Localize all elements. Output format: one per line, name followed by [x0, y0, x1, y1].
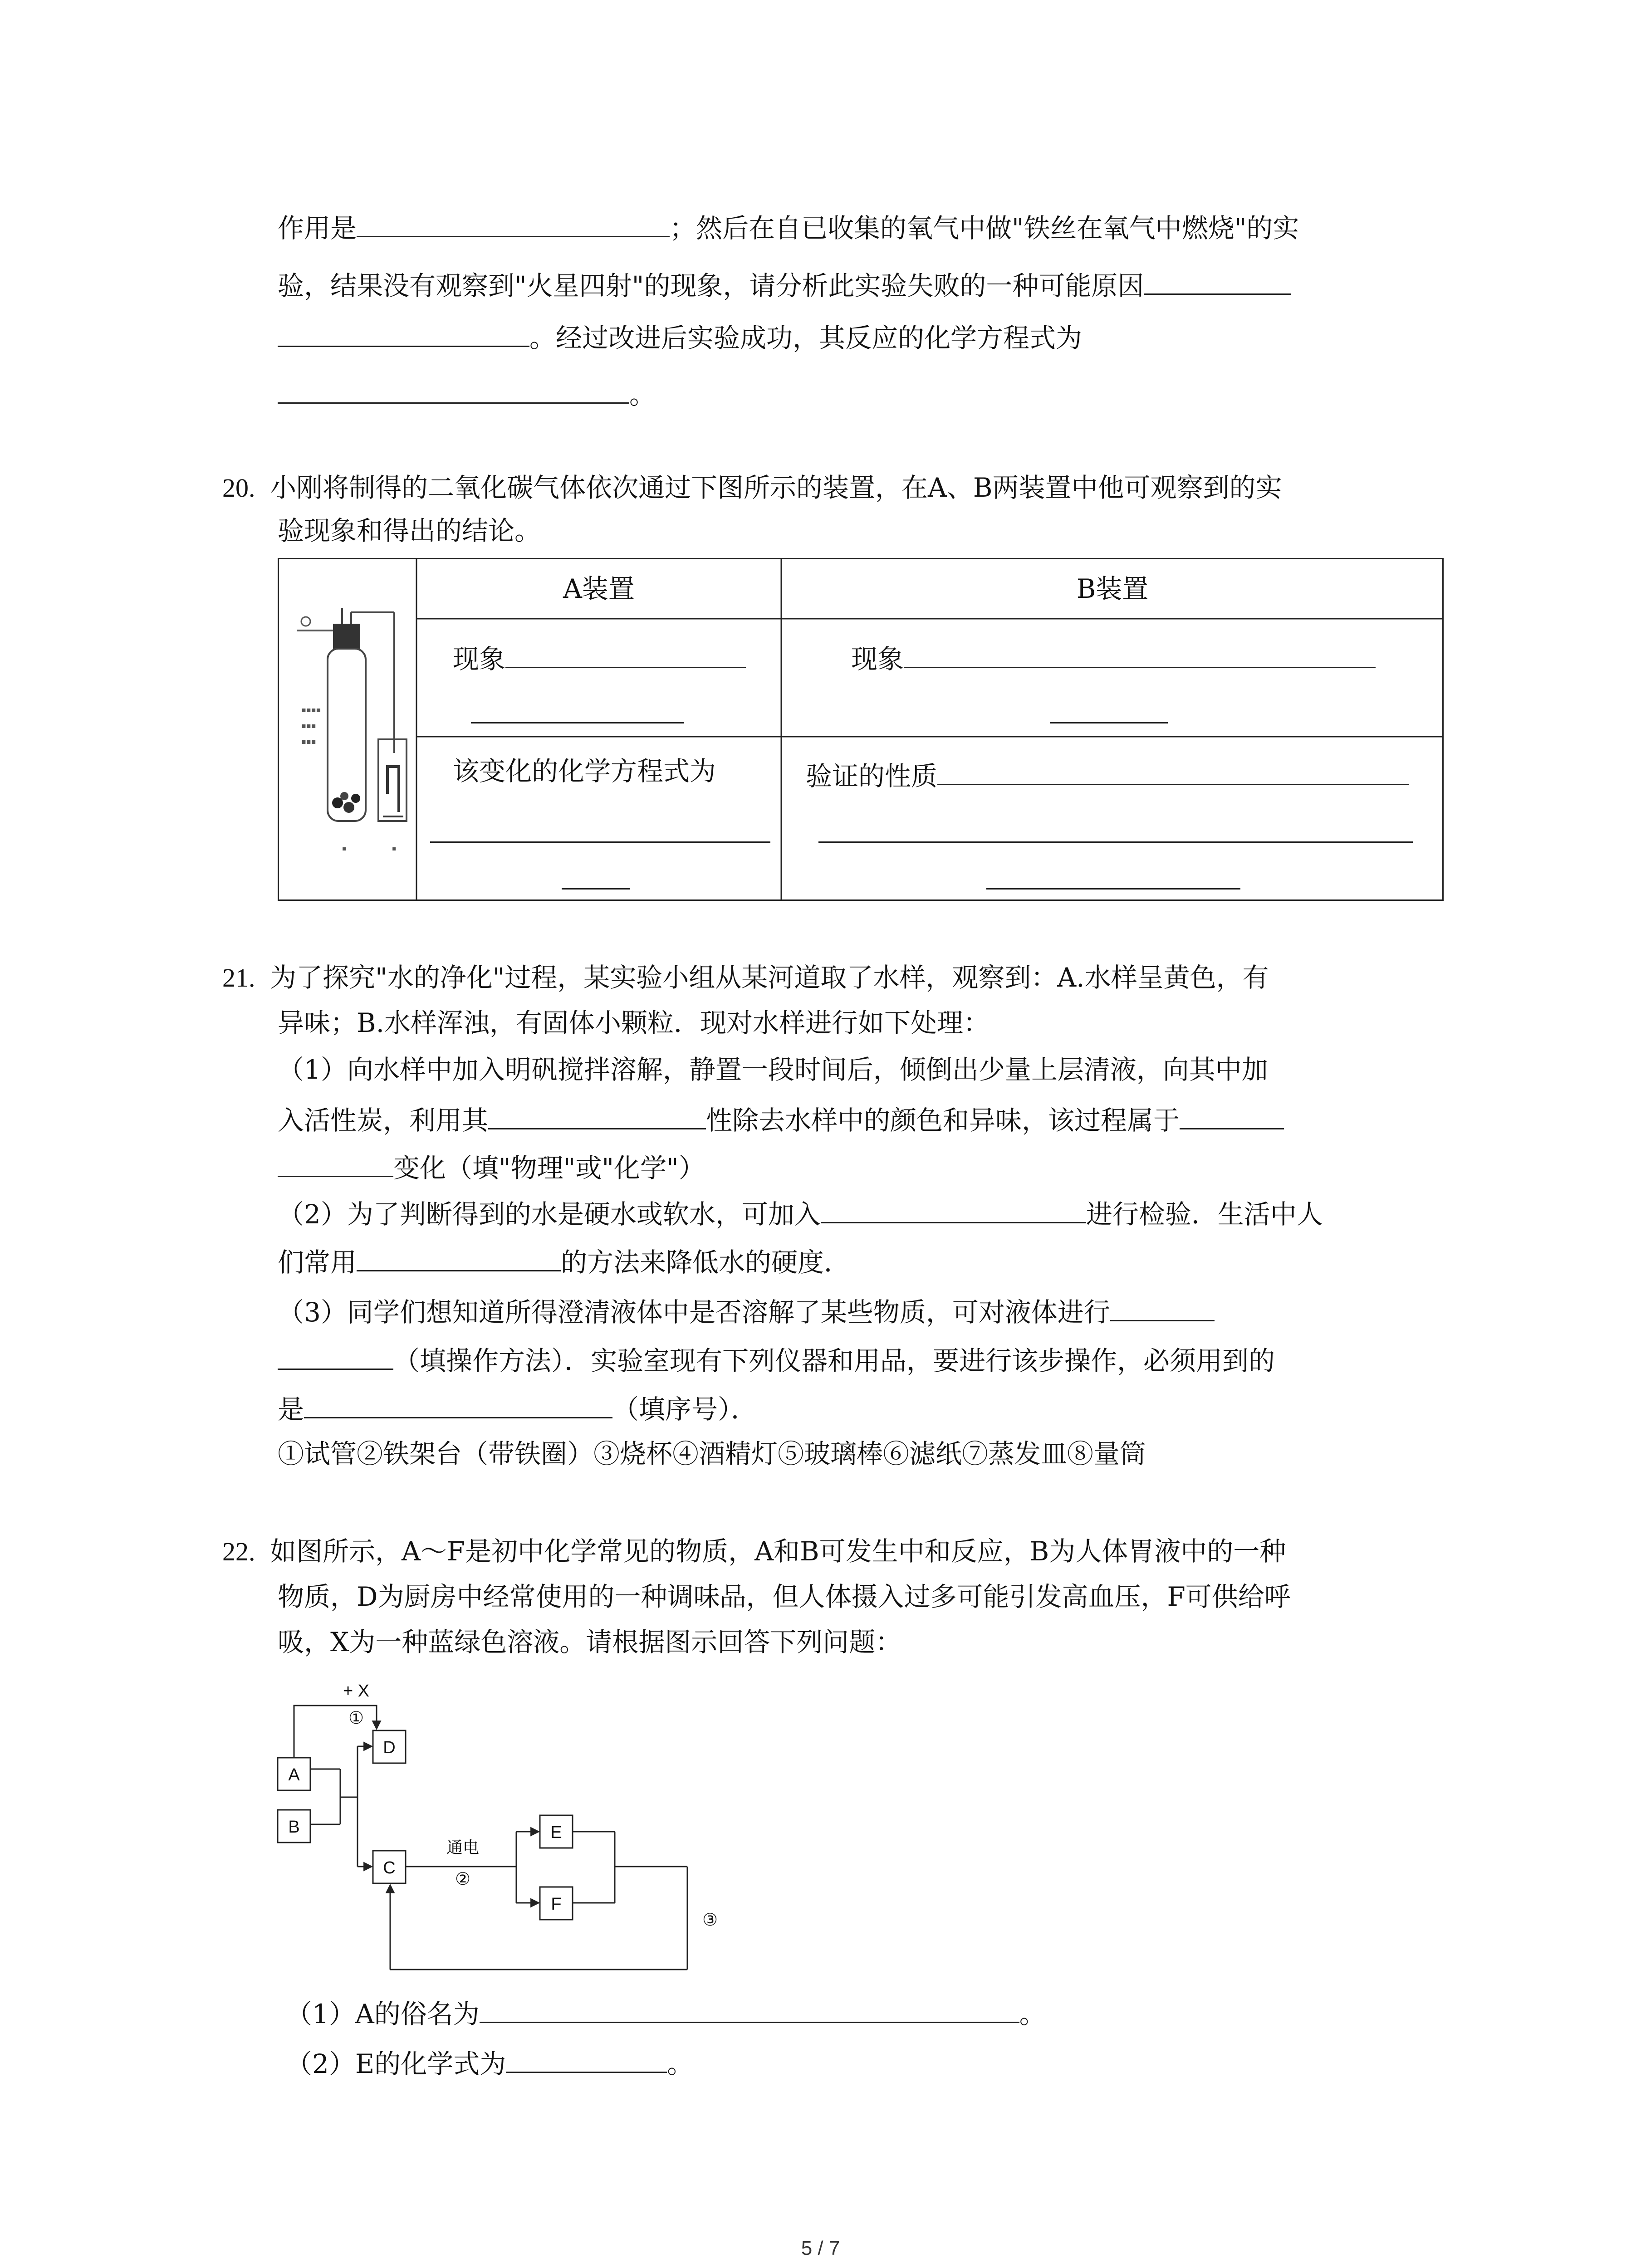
phenomenon-a: 现象 — [453, 639, 746, 677]
box-a-label: A — [288, 1765, 300, 1784]
q21-text: 进行检验．生活中人 — [1086, 1199, 1323, 1230]
q21-options-text: ①试管②铁架台（带铁圈）③烧杯④酒精灯⑤玻璃棒⑥滤纸⑦蒸发皿⑧量筒 — [278, 1438, 1146, 1469]
q22-sub-text: （1）A的俗名为 — [286, 1999, 480, 2029]
answer-blank[interactable] — [430, 841, 770, 843]
step-2-label: ② — [455, 1870, 471, 1889]
box-f-label: F — [551, 1895, 562, 1914]
answer-blank[interactable] — [488, 1100, 706, 1129]
apparatus-image — [283, 603, 415, 857]
answer-blank[interactable] — [278, 1148, 393, 1177]
q19-text: ；然后在自已收集的氧气中做"铁丝在氧气中燃烧"的实 — [670, 213, 1299, 244]
q20-line-1 — [222, 469, 1282, 506]
svg-text:▪▪▪▪: ▪▪▪▪ — [301, 705, 321, 714]
q21-line-1 — [222, 959, 1269, 996]
q21-text: 是 — [278, 1394, 304, 1425]
q19-line-3 — [278, 318, 1082, 356]
q20-text: 小刚将制得的二氧化碳气体依次通过下图所示的装置，在A、B两装置中他可观察到的实 — [269, 472, 1282, 503]
answer-blank[interactable] — [506, 2043, 667, 2073]
q21-text: （2）为了判断得到的水是硬水或软水，可加入 — [278, 1199, 821, 1230]
answer-blank[interactable] — [986, 888, 1240, 890]
q22-line-2 — [278, 1579, 1291, 1615]
apparatus-table — [278, 558, 1444, 901]
q21-line-3 — [278, 1051, 1268, 1088]
q21-line-4 — [278, 1100, 1284, 1139]
answer-blank[interactable] — [1144, 265, 1291, 295]
q22-text: 吸，X为一种蓝绿色溶液。请根据图示回答下列问题： — [278, 1627, 902, 1657]
q20-line-2 — [278, 513, 541, 549]
answer-blank[interactable] — [562, 888, 630, 890]
q21-options — [278, 1436, 1146, 1472]
answer-blank[interactable] — [821, 1194, 1086, 1223]
phenomenon-b: 现象 — [851, 639, 1376, 677]
question-number: 22. — [222, 1537, 255, 1566]
answer-blank[interactable] — [278, 374, 629, 404]
q21-line-7 — [278, 1242, 850, 1281]
table-grid — [278, 558, 1444, 901]
q22-text: 如图所示，A～F是初中化学常见的物质，A和B可发生中和反应，B为人体胃液中的一种 — [269, 1536, 1286, 1567]
answer-blank[interactable] — [1180, 1100, 1284, 1129]
q21-line-8 — [278, 1292, 1215, 1330]
q21-text: （3）同学们想知道所得澄清液体中是否溶解了某些物质，可对液体进行 — [278, 1297, 1110, 1328]
svg-text:▪: ▪ — [342, 845, 347, 852]
q21-text: 性除去水样中的颜色和异味，该过程属于 — [706, 1105, 1180, 1136]
box-c-label: C — [383, 1858, 396, 1877]
header-b-device: B装置 — [1076, 573, 1149, 604]
q22-text: 物质，D为厨房中经常使用的一种调味品，但人体摄入过多可能引发高血压，F可供给呼 — [278, 1581, 1291, 1612]
answer-blank[interactable] — [278, 1340, 393, 1370]
q22-sub-text: （2）E的化学式为 — [286, 2048, 506, 2079]
q19-text: 。经过改进后实验成功，其反应的化学方程式为 — [529, 323, 1083, 353]
q21-text: 的方法来降低水的硬度． — [561, 1247, 851, 1278]
equation-label: 该变化的化学方程式为 — [453, 756, 716, 787]
box-e-label: E — [550, 1823, 562, 1842]
q21-line-10 — [278, 1389, 757, 1427]
header-a-device: A装置 — [563, 573, 635, 604]
q22-line-1 — [222, 1533, 1286, 1570]
answer-blank[interactable] — [278, 318, 529, 347]
q21-text: （1）向水样中加入明矾搅拌溶解，静置一段时间后，倾倒出少量上层清液，向其中加 — [278, 1054, 1268, 1085]
step-3-label: ③ — [702, 1911, 718, 1930]
q22-sub-2 — [286, 2043, 693, 2082]
svg-text:▪▪▪: ▪▪▪ — [301, 737, 316, 746]
answer-blank[interactable] — [471, 722, 684, 723]
answer-blank[interactable] — [1050, 722, 1168, 723]
question-number: 20. — [222, 473, 255, 503]
q21-line-5 — [278, 1148, 705, 1186]
answer-blank[interactable] — [505, 639, 746, 668]
electrolysis-label: 通电 — [446, 1838, 480, 1857]
answer-blank[interactable] — [304, 1389, 612, 1418]
q22-line-3 — [278, 1624, 901, 1660]
box-b-label: B — [288, 1818, 300, 1837]
answer-blank[interactable] — [480, 1994, 1019, 2023]
answer-blank[interactable] — [1110, 1292, 1215, 1321]
answer-blank[interactable] — [937, 756, 1409, 785]
q21-line-2 — [278, 1005, 989, 1041]
q19-line-4 — [278, 374, 656, 413]
answer-blank[interactable] — [904, 639, 1376, 668]
q20-text: 验现象和得出的结论。 — [278, 515, 541, 546]
step-1-label: ① — [348, 1709, 364, 1728]
property-label: 验证的性质 — [806, 756, 1409, 794]
question-number: 21. — [222, 963, 255, 992]
reaction-diagram — [277, 1678, 735, 1978]
q19-line-1 — [278, 208, 1299, 246]
q21-text: 们常用 — [278, 1247, 357, 1278]
svg-text:▪▪▪: ▪▪▪ — [301, 721, 316, 730]
plus-x-label: + X — [343, 1681, 370, 1701]
q21-line-9 — [278, 1340, 1275, 1379]
q21-text: 变化（填"物理"或"化学"） — [393, 1153, 705, 1183]
answer-blank[interactable] — [818, 841, 1413, 843]
q19-text: 。 — [629, 379, 656, 410]
answer-blank[interactable] — [357, 1242, 561, 1271]
q21-line-6 — [278, 1194, 1323, 1232]
box-d-label: D — [383, 1738, 396, 1757]
svg-text:▪: ▪ — [392, 845, 397, 852]
page-number: 5 / 7 — [801, 2237, 840, 2259]
q21-text: （填操作方法）．实验室现有下列仪器和用品，要进行该步操作，必须用到的 — [393, 1345, 1275, 1376]
q22-sub-1 — [286, 1994, 1046, 2032]
q22-sub-text: 。 — [1019, 1999, 1046, 2029]
q21-text: 异味；B.水样浑浊，有固体小颗粒．现对水样进行如下处理： — [278, 1007, 990, 1038]
q21-text: 入活性炭，利用其 — [278, 1105, 489, 1136]
q21-text: 为了探究"水的净化"过程，某实验小组从某河道取了水样，观察到：A.水样呈黄色，有 — [269, 962, 1269, 993]
q19-text: 作用是 — [278, 213, 357, 244]
answer-blank[interactable] — [357, 208, 670, 237]
q22-sub-text: 。 — [667, 2048, 694, 2079]
q21-text: （填序号）． — [612, 1394, 758, 1425]
q19-line-2 — [278, 265, 1291, 304]
q19-text: 验，结果没有观察到"火星四射"的现象，请分析此实验失败的一种可能原因 — [278, 270, 1144, 301]
